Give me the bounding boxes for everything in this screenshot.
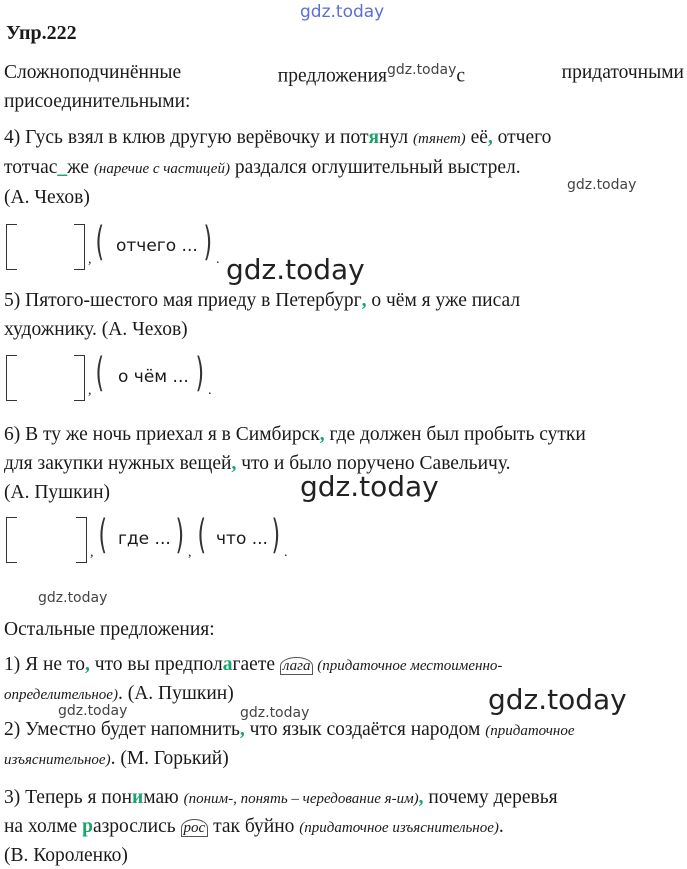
highlight-letter: я: [368, 127, 380, 148]
s4-line-2: [4, 157, 521, 179]
highlight-comma: ,: [418, 787, 424, 808]
watermark: gdz.today: [58, 703, 128, 719]
root-mark: рос: [181, 819, 209, 837]
note: (тянет): [412, 131, 466, 147]
scheme-comma: ,: [188, 545, 192, 560]
s4-line-1: [4, 127, 551, 149]
intro-line-1: [4, 62, 684, 88]
s5-line-2: художнику. (А. Чехов): [4, 319, 188, 340]
text: 2) Уместно будет напомнить: [4, 719, 240, 740]
text: тотчас: [4, 157, 58, 178]
scheme-main-bracket-left: [6, 224, 17, 270]
rest-3-line-1: [4, 787, 558, 809]
watermark: gdz.today: [567, 177, 637, 193]
highlight-comma: ,: [487, 127, 493, 148]
s6-line-1: [4, 424, 586, 446]
note: (придаточное местоименно-: [313, 658, 503, 674]
scheme-paren-right: ): [203, 219, 213, 265]
scheme-comma: ,: [88, 252, 92, 267]
text: её: [465, 127, 488, 148]
scheme-inner-2: что ...: [216, 529, 268, 549]
scheme-comma: ,: [88, 383, 92, 398]
scheme-main-bracket-right: [74, 224, 85, 270]
watermark: gdz.today: [240, 705, 310, 721]
highlight-comma: ,: [84, 654, 90, 675]
text: почему деревья: [423, 787, 558, 808]
note: (придаточное изъяснительное): [299, 820, 499, 836]
scheme-paren-right: ): [175, 512, 185, 558]
text: так буйно: [208, 816, 300, 837]
rest-3-line-2: [4, 816, 504, 838]
s4-author: (А. Чехов): [4, 187, 90, 208]
text: что язык создаётся народом: [244, 719, 486, 740]
rest-heading: Остальные предложения:: [4, 619, 215, 640]
text: 1) Я не то: [4, 654, 85, 675]
highlight-comma: ,: [239, 719, 245, 740]
text: гаете: [232, 654, 280, 675]
watermark: gdz.today: [488, 683, 627, 716]
intro-word: Сложноподчинённые: [4, 62, 182, 83]
text: . (А. Пушкин): [117, 683, 234, 704]
s6-author: (А. Пушкин): [4, 482, 111, 503]
text: 6) В ту же ночь приехал я в Симбирск: [4, 424, 320, 445]
scheme-main-bracket-right: [76, 517, 87, 563]
watermark: gdz.today: [300, 470, 439, 503]
text: 3) Теперь я пон: [4, 787, 133, 808]
rest-2-line-2: [4, 748, 229, 770]
intro-line-2: присоединительными:: [4, 91, 191, 112]
text: же: [67, 157, 94, 178]
rest-1-line-2: [4, 683, 234, 705]
scheme-paren-left: (: [95, 350, 105, 396]
scheme-dot: .: [208, 383, 212, 398]
scheme-paren-left: (: [98, 512, 108, 558]
note: (наречие с частицей): [93, 161, 230, 177]
scheme-main-bracket-right: [74, 355, 85, 401]
note: изъяснительное): [4, 752, 111, 768]
note: (придаточное: [485, 723, 575, 739]
rest-2-line-1: [4, 719, 575, 741]
highlight-letter: и: [132, 787, 144, 808]
intro-word: придаточными: [561, 62, 684, 83]
note: определительное): [4, 687, 118, 703]
text: маю: [143, 787, 184, 808]
rest-3-author: (В. Короленко): [4, 845, 128, 866]
root-mark: лага: [280, 657, 314, 675]
intro-word: [278, 62, 465, 88]
scheme-dot: .: [216, 252, 220, 267]
text: нул: [379, 127, 413, 148]
s5-line-1: [4, 290, 520, 312]
watermark: gdz.today: [226, 253, 365, 286]
text: 5) Пятого-шестого мая приеду в Петербург: [4, 290, 362, 311]
text: 4) Гусь взял в клюв другую верёвочку и пот: [4, 127, 369, 148]
intro-word-2: предложения: [277, 65, 387, 87]
text: что вы предпол: [89, 654, 223, 675]
scheme-dot: .: [284, 545, 288, 560]
text: азрослись: [92, 816, 181, 837]
intro-word-3: с: [456, 65, 466, 87]
scheme-inner: о чём ...: [118, 367, 189, 387]
text: на холме: [4, 816, 83, 837]
rest-1-line-1: [4, 654, 502, 676]
highlight-comma: ,: [319, 424, 325, 445]
text: . (М. Горький): [110, 748, 229, 769]
scheme-comma: ,: [90, 545, 94, 560]
watermark-top: gdz.today: [300, 2, 385, 22]
watermark-inline: gdz.today: [387, 62, 457, 78]
text: о чём я уже писал: [366, 290, 521, 311]
text: где должен был пробыть сутки: [324, 424, 586, 445]
text: отчего: [492, 127, 552, 148]
highlight-letter: р: [82, 816, 93, 837]
scheme-paren-right: ): [195, 350, 205, 396]
page-title: Упр.222: [6, 22, 77, 44]
watermark: gdz.today: [38, 590, 108, 606]
highlight-underscore: _: [57, 157, 68, 178]
highlight-comma: ,: [361, 290, 367, 311]
highlight-comma: ,: [231, 453, 237, 474]
text: что и было поручено Савельичу.: [236, 453, 511, 474]
scheme-paren-left: (: [95, 219, 105, 265]
scheme-paren-right: ): [271, 512, 281, 558]
scheme-paren-left: (: [197, 512, 207, 558]
note: (поним-, понять – чередование я-им): [183, 791, 419, 807]
text: для закупки нужных вещей: [4, 453, 232, 474]
scheme-main-bracket-left: [6, 355, 17, 401]
highlight-letter: а: [222, 654, 233, 675]
text: .: [498, 816, 504, 837]
text: раздался оглушительный выстрел.: [229, 157, 521, 178]
scheme-main-bracket-left: [6, 517, 17, 563]
scheme-inner: отчего ...: [116, 236, 198, 256]
scheme-inner-1: где ...: [118, 529, 171, 549]
